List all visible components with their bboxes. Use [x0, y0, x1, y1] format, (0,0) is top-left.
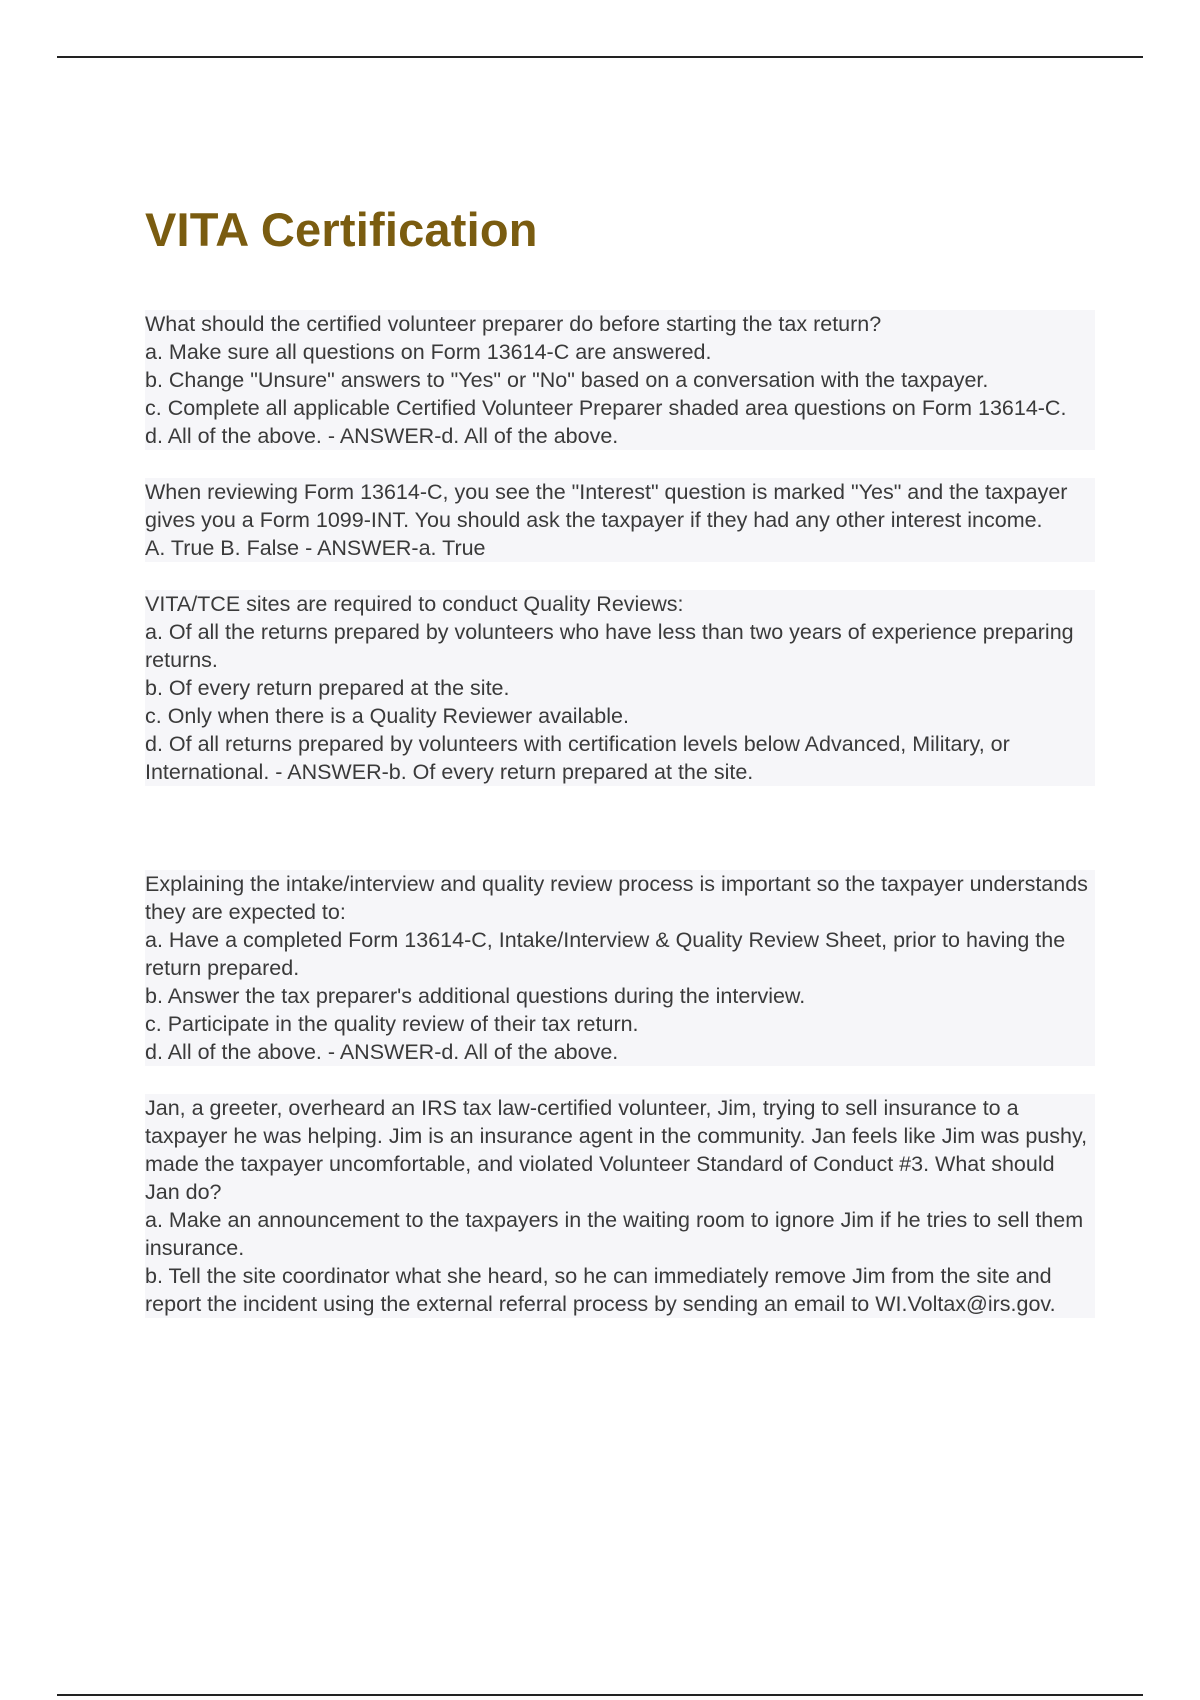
footer-rule — [57, 1694, 1143, 1696]
answer-option-d: d. Of all returns prepared by volunteers with certification levels below Advanced, Military, or International. - ANSWER-b. Of every return prepared at the site. — [145, 730, 1095, 786]
answer-option-b: b. Change "Unsure" answers to "Yes" or "No" based on a conversation with the taxpayer. — [145, 366, 1095, 394]
question-block-1 — [145, 310, 1095, 450]
question-text: Explaining the intake/interview and quality review process is important so the taxpayer understands they are expected to: — [145, 870, 1095, 926]
document-title: VITA Certification — [145, 203, 538, 256]
answer-option-c: c. Participate in the quality review of their tax return. — [145, 1010, 1095, 1038]
question-text: When reviewing Form 13614-C, you see the "Interest" question is marked "Yes" and the taxpayer gives you a Form 1099-INT. You should ask the taxpayer if they had any other interest income. — [145, 478, 1095, 534]
document-body — [145, 200, 1095, 1318]
answer-option-a: a. Have a completed Form 13614-C, Intake/Interview & Quality Review Sheet, prior to having the return prepared. — [145, 926, 1095, 982]
answer-option-d: d. All of the above. - ANSWER-d. All of the above. — [145, 1038, 1095, 1066]
answer-option-a: a. Make an announcement to the taxpayers in the waiting room to ignore Jim if he tries to sell them insurance. — [145, 1206, 1095, 1262]
answer-option-b: b. Of every return prepared at the site. — [145, 674, 1095, 702]
answer-options: A. True B. False - ANSWER-a. True — [145, 534, 1095, 562]
question-block-5 — [145, 1094, 1095, 1318]
answer-option-b: b. Tell the site coordinator what she heard, so he can immediately remove Jim from the site and report the incident using the external referral process by sending an email to WI.Voltax@irs.gov. — [145, 1262, 1095, 1318]
question-block-3 — [145, 590, 1095, 786]
answer-option-a: a. Make sure all questions on Form 13614-C are answered. — [145, 338, 1095, 366]
header-rule — [57, 56, 1143, 58]
answer-option-c: c. Only when there is a Quality Reviewer available. — [145, 702, 1095, 730]
question-block-2 — [145, 478, 1095, 562]
answer-option-a: a. Of all the returns prepared by volunteers who have less than two years of experience preparing returns. — [145, 618, 1095, 674]
question-text: What should the certified volunteer preparer do before starting the tax return? — [145, 310, 1095, 338]
question-block-4 — [145, 870, 1095, 1066]
answer-option-b: b. Answer the tax preparer's additional questions during the interview. — [145, 982, 1095, 1010]
answer-option-d: d. All of the above. - ANSWER-d. All of the above. — [145, 422, 1095, 450]
question-text: Jan, a greeter, overheard an IRS tax law-certified volunteer, Jim, trying to sell insurance to a taxpayer he was helping. Jim is an insurance agent in the community. Jan feels like Jim was pushy, made the taxpayer uncomfortable, and violated Volunteer Standard of Conduct #3. What should Jan do? — [145, 1094, 1095, 1206]
answer-option-c: c. Complete all applicable Certified Volunteer Preparer shaded area questions on Form 13614-C. — [145, 394, 1095, 422]
question-text: VITA/TCE sites are required to conduct Quality Reviews: — [145, 590, 1095, 618]
